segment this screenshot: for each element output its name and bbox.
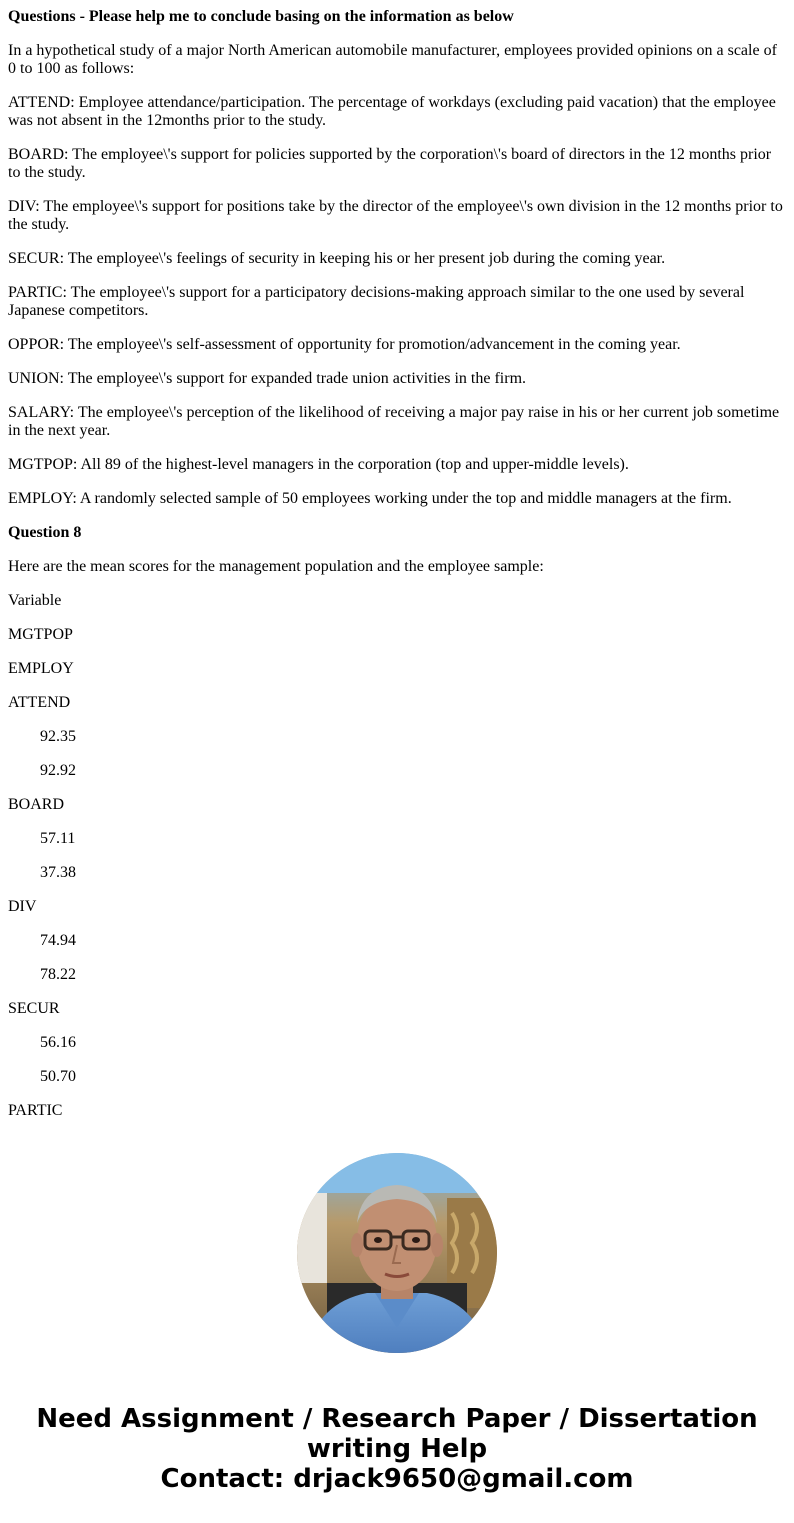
table-row-mgtpop-value: 57.11: [40, 830, 76, 847]
table-row-variable: SECUR: [8, 1000, 60, 1017]
table-header-mgtpop: MGTPOP: [8, 626, 73, 643]
table-row-variable: ATTEND: [8, 694, 71, 711]
definition-union: UNION: The employee\'s support for expanded trade union activities in the firm.: [8, 370, 527, 387]
definition-employ: EMPLOY: A randomly selected sample of 50 employees working under the top and middle managers at the firm.: [8, 490, 732, 507]
table-row-variable: DIV: [8, 898, 37, 915]
avatar: [297, 1153, 497, 1353]
table-row-variable: BOARD: [8, 796, 65, 813]
definition-secur: SECUR: The employee\'s feelings of security in keeping his or her present job during the coming year.: [8, 250, 666, 267]
table-row-employ-value: 50.70: [40, 1068, 76, 1085]
definition-partic: PARTIC: The employee\'s support for a participatory decisions-making approach similar to the one used by several Japanese competitors.: [8, 284, 745, 319]
question-text: Here are the mean scores for the management population and the employee sample:: [8, 558, 544, 575]
intro-paragraph: In a hypothetical study of a major North American automobile manufacturer, employees provided opinions on a scale of 0 to 100 as follows:: [8, 42, 777, 77]
table-row-mgtpop-value: 74.94: [40, 932, 76, 949]
footer-contact: Contact: drjack9650@gmail.com: [160, 1464, 634, 1494]
page-heading: Questions - Please help me to conclude basing on the information as below: [8, 8, 514, 25]
definition-oppor: OPPOR: The employee\'s self-assessment of opportunity for promotion/advancement in the coming year.: [8, 336, 681, 353]
table-header-employ: EMPLOY: [8, 660, 74, 677]
table-row-employ-value: 37.38: [40, 864, 76, 881]
definition-div: DIV: The employee\'s support for positions take by the director of the employee\'s own division in the 12 months prior to the study.: [8, 198, 783, 233]
footer-line-1: Need Assignment / Research Paper / Dissertation: [36, 1404, 758, 1434]
table-row-employ-value: 78.22: [40, 966, 76, 983]
document-content: [8, 8, 786, 1136]
table-row-variable-partic: PARTIC: [8, 1102, 63, 1119]
question-title: Question 8: [8, 524, 82, 541]
definition-board: BOARD: The employee\'s support for policies supported by the corporation\'s board of directors in the 12 months prior to the study.: [8, 146, 772, 181]
definition-mgtpop: MGTPOP: All 89 of the highest-level managers in the corporation (top and upper-middle levels).: [8, 456, 629, 473]
table-row-mgtpop-value: 56.16: [40, 1034, 76, 1051]
table-header-variable: Variable: [8, 592, 62, 609]
definition-salary: SALARY: The employee\'s perception of the likelihood of receiving a major pay raise in his or her current job sometime in the next year.: [8, 404, 780, 439]
definition-attend: ATTEND: Employee attendance/participation. The percentage of workdays (excluding paid vacation) that the employee was not absent in the 12months prior to the study.: [8, 94, 776, 129]
table-row-mgtpop-value: 92.35: [40, 728, 76, 745]
footer-line-2: writing Help: [306, 1434, 488, 1464]
footer-advert: [0, 1404, 794, 1494]
avatar-photo: [297, 1153, 497, 1353]
table-row-employ-value: 92.92: [40, 762, 76, 779]
